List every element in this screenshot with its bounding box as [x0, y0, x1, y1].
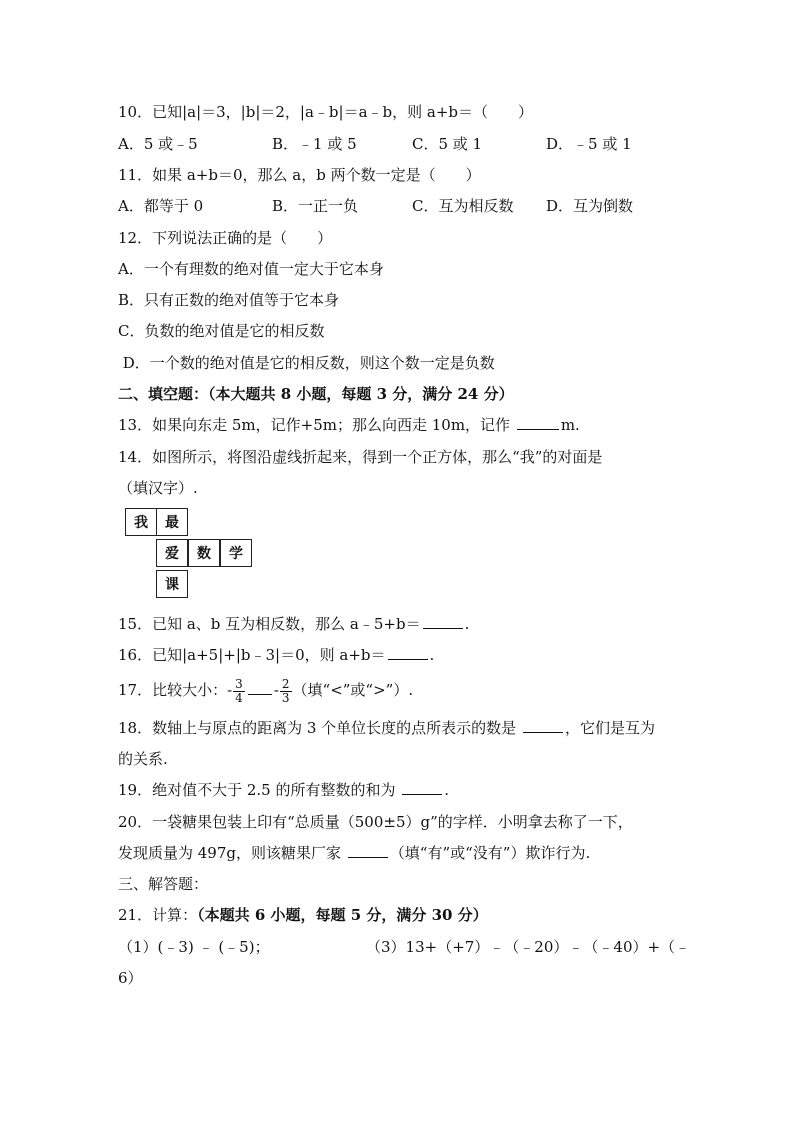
q18-text: 18．数轴上与原点的距离为 3 个单位长度的点所表示的数是 — [118, 719, 521, 737]
section2-title: 二、填空题：（本大题共 8 小题，每题 3 分，满分 24 分） — [118, 385, 514, 403]
q21-scoring-note: （本题共 6 小题，每题 5 分，满分 30 分） — [197, 906, 488, 924]
q12-option-d: D．一个数的绝对值是它的相反数，则这个数一定是负数 — [118, 354, 495, 372]
q10-option-c: C．5 或 1 — [412, 135, 483, 153]
q13-text: 13．如果向东走 5m，记作+5m；那么向西走 10m，记作 — [118, 416, 515, 434]
frac2-numerator: 2 — [281, 676, 290, 691]
q12-option-c: C．负数的绝对值是它的相反数 — [118, 322, 325, 340]
q15 — [118, 614, 469, 634]
q17-suffix: （填“<”或“>”）. — [292, 681, 414, 699]
net-cell-ai: 爱 — [156, 539, 188, 567]
q20-line1: 20．一袋糖果包装上印有“总质量（500±5）g”的字样．小明拿去称了一下， — [118, 813, 633, 831]
q16 — [118, 645, 434, 665]
q10-stem: 10．已知|a|＝3，|b|＝2，|a﹣b|＝a﹣b，则 a+b＝（ ） — [118, 103, 534, 121]
q14-line2: （填汉字）. — [118, 479, 198, 497]
q13 — [118, 415, 580, 435]
q19-answer-blank[interactable] — [402, 780, 442, 795]
q11-option-d: D．互为倒数 — [546, 197, 634, 215]
q18-answer-blank[interactable] — [523, 718, 563, 733]
q21-stem — [118, 905, 488, 925]
q19-text: 19．绝对值不大于 2.5 的所有整数的和为 — [118, 781, 401, 799]
q16-answer-blank[interactable] — [388, 645, 428, 660]
fraction-2 — [280, 678, 292, 705]
frac2-denominator: 3 — [281, 690, 290, 705]
q10-option-a: A．5 或﹣5 — [118, 135, 198, 153]
q12-option-a: A．一个有理数的绝对值一定大于它本身 — [118, 260, 384, 278]
fraction-1 — [233, 678, 245, 705]
q11-option-c: C．互为相反数 — [412, 197, 514, 215]
net-cell-wo: 我 — [125, 508, 157, 536]
q18-text-end: ，它们是互为 — [564, 719, 655, 737]
q15-text: 15．已知 a、b 互为相反数，那么 a﹣5+b＝ — [118, 615, 421, 633]
q11-option-a: A．都等于 0 — [118, 197, 204, 215]
q15-end: . — [464, 615, 470, 633]
q21-part3: （3）13+（+7）﹣（﹣20）﹣（﹣40）+（﹣ — [366, 938, 691, 956]
q16-end: . — [429, 646, 435, 664]
q20-answer-blank[interactable] — [348, 843, 388, 858]
q17 — [118, 676, 413, 705]
q10-option-d: D．﹣5 或 1 — [546, 135, 632, 153]
q21-part1: （1）(﹣3) ﹣ (﹣5)； — [118, 938, 270, 956]
q13-unit: m. — [560, 416, 580, 434]
q14-line1: 14．如图所示，将图沿虚线折起来，得到一个正方体，那么“我”的对面是 — [118, 448, 603, 466]
frac2-sign: - — [273, 681, 279, 699]
section3-title: 三、解答题： — [118, 875, 209, 893]
q11-option-b: B．一正一负 — [272, 197, 359, 215]
q11-stem: 11．如果 a+b＝0，那么 a，b 两个数一定是（ ） — [118, 166, 481, 184]
q15-answer-blank[interactable] — [423, 614, 463, 629]
frac1-numerator: 3 — [235, 676, 243, 691]
net-cell-shu: 数 — [188, 539, 220, 567]
q20-text: 发现质量为 497g，则该糖果厂家 — [118, 844, 346, 862]
frac1-denominator: 4 — [235, 690, 243, 705]
q10-option-b: B．﹣1 或 5 — [272, 135, 357, 153]
q17-prefix: 17．比较大小： — [118, 681, 228, 699]
q21-label: 21．计算： — [118, 906, 198, 924]
q21-part3-cont: 6） — [118, 969, 143, 987]
q16-text: 16．已知|a+5|+|b﹣3|＝0，则 a+b＝ — [118, 646, 386, 664]
q17-answer-blank[interactable] — [248, 680, 272, 695]
q20-text-end: （填“有”或“没有”）欺诈行为. — [389, 844, 591, 862]
cube-net-figure — [123, 508, 263, 600]
net-cell-xue: 学 — [220, 539, 252, 567]
net-cell-zui: 最 — [156, 508, 188, 536]
q12-option-b: B．只有正数的绝对值等于它本身 — [118, 291, 340, 309]
q13-answer-blank[interactable] — [517, 415, 559, 430]
frac1-sign: - — [227, 681, 233, 699]
net-cell-ke: 课 — [156, 570, 188, 598]
q18-line2: 的关系. — [118, 750, 168, 768]
q19 — [118, 780, 449, 800]
q12-stem: 12．下列说法正确的是（ ） — [118, 229, 333, 247]
q19-end: . — [444, 781, 450, 799]
q18-line1 — [118, 718, 655, 738]
q20-line2 — [118, 843, 590, 863]
